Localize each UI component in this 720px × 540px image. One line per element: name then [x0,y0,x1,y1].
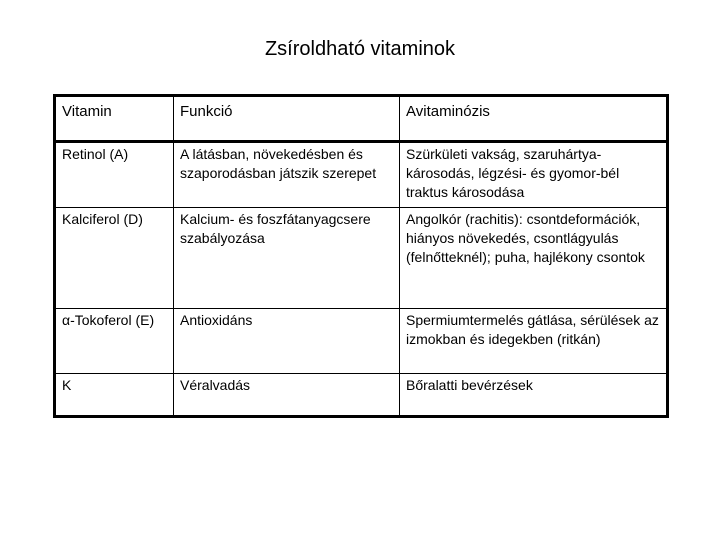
table-header-row [55,96,668,142]
column-header-deficiency: Avitaminózis [400,96,668,142]
page-title: Zsíroldható vitaminok [264,38,456,60]
table-row [55,309,668,374]
cell-deficiency: Spermiumtermelés gátlása, sérülések az izmokban és idegekben (ritkán) [400,309,668,374]
column-header-function: Funkció [174,96,400,142]
cell-function: Véralvadás [174,374,400,417]
table-row [55,142,668,208]
cell-vitamin: K [55,374,174,417]
cell-vitamin: α-Tokoferol (E) [55,309,174,374]
column-header-vitamin: Vitamin [55,96,174,142]
table-row [55,374,668,417]
cell-vitamin: Kalciferol (D) [55,208,174,309]
cell-function: Antioxidáns [174,309,400,374]
vitamin-table [53,94,669,418]
cell-deficiency: Angolkór (rachitis): csontdeformációk, hiányos növekedés, csontlágyulás (felnőtteknél); puha, hajlékony csontok [400,208,668,309]
cell-deficiency: Szürkületi vakság, szaruhártya-károsodás, légzési- és gyomor-bél traktus károsodása [400,142,668,208]
cell-deficiency: Bőralatti bevérzések [400,374,668,417]
table-row [55,208,668,309]
cell-vitamin: Retinol (A) [55,142,174,208]
cell-function: A látásban, növekedésben és szaporodásban játszik szerepet [174,142,400,208]
cell-function: Kalcium- és foszfátanyagcsere szabályozása [174,208,400,309]
